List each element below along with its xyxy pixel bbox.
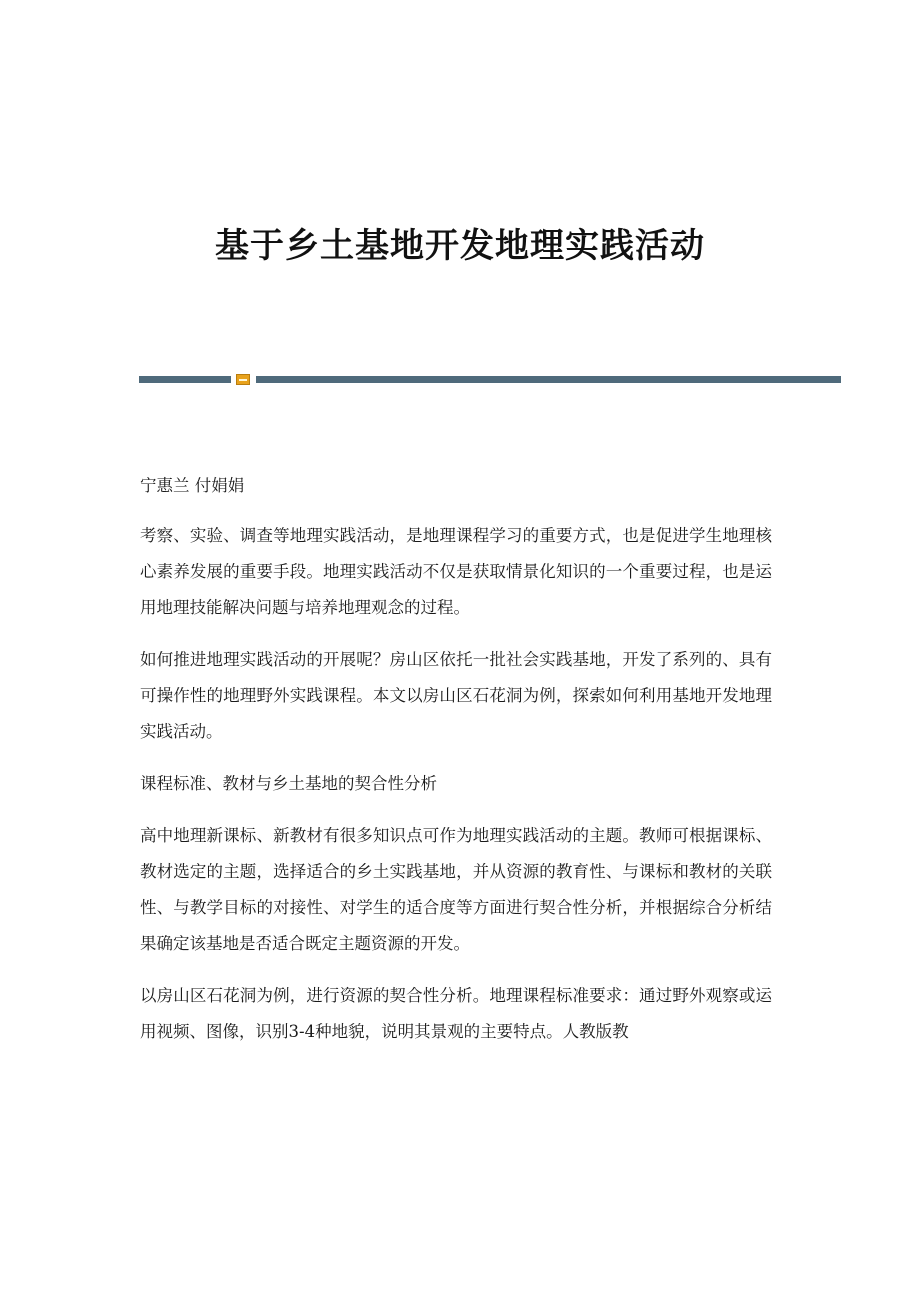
document-body — [140, 468, 772, 1066]
divider-bar-left — [139, 376, 231, 383]
authors: 宁惠兰 付娟娟 — [140, 476, 245, 495]
title-divider — [139, 374, 841, 385]
divider-bar-right — [256, 376, 841, 383]
paragraph-question: 如何推进地理实践活动的开展呢？房山区依托一批社会实践基地，开发了系列的、具有可操作性的地理野外实践课程。本文以房山区石花洞为例，探索如何利用基地开发地理实践活动。 — [140, 650, 772, 741]
document-title: 基于乡土基地开发地理实践活动 — [215, 226, 705, 266]
paragraph-example: 以房山区石花洞为例，进行资源的契合性分析。地理课程标准要求：通过野外观察或运用视频、图像，识别3-4种地貌，说明其景观的主要特点。人教版教 — [140, 986, 772, 1041]
paragraph-analysis: 高中地理新课标、新教材有很多知识点可作为地理实践活动的主题。教师可根据课标、教材选定的主题，选择适合的乡土实践基地，并从资源的教育性、与课标和教材的关联性、与教学目标的对接性、对学生的适合度等方面进行契合性分析，并根据综合分析结果确定该基地是否适合既定主题资源的开发。 — [140, 826, 772, 953]
divider-ornament-icon — [236, 374, 250, 385]
paragraph-intro: 考察、实验、调查等地理实践活动，是地理课程学习的重要方式，也是促进学生地理核心素养发展的重要手段。地理实践活动不仅是获取情景化知识的一个重要过程，也是运用地理技能解决问题与培养地理观念的过程。 — [140, 526, 772, 617]
section-heading: 课程标准、教材与乡土基地的契合性分析 — [140, 774, 437, 793]
